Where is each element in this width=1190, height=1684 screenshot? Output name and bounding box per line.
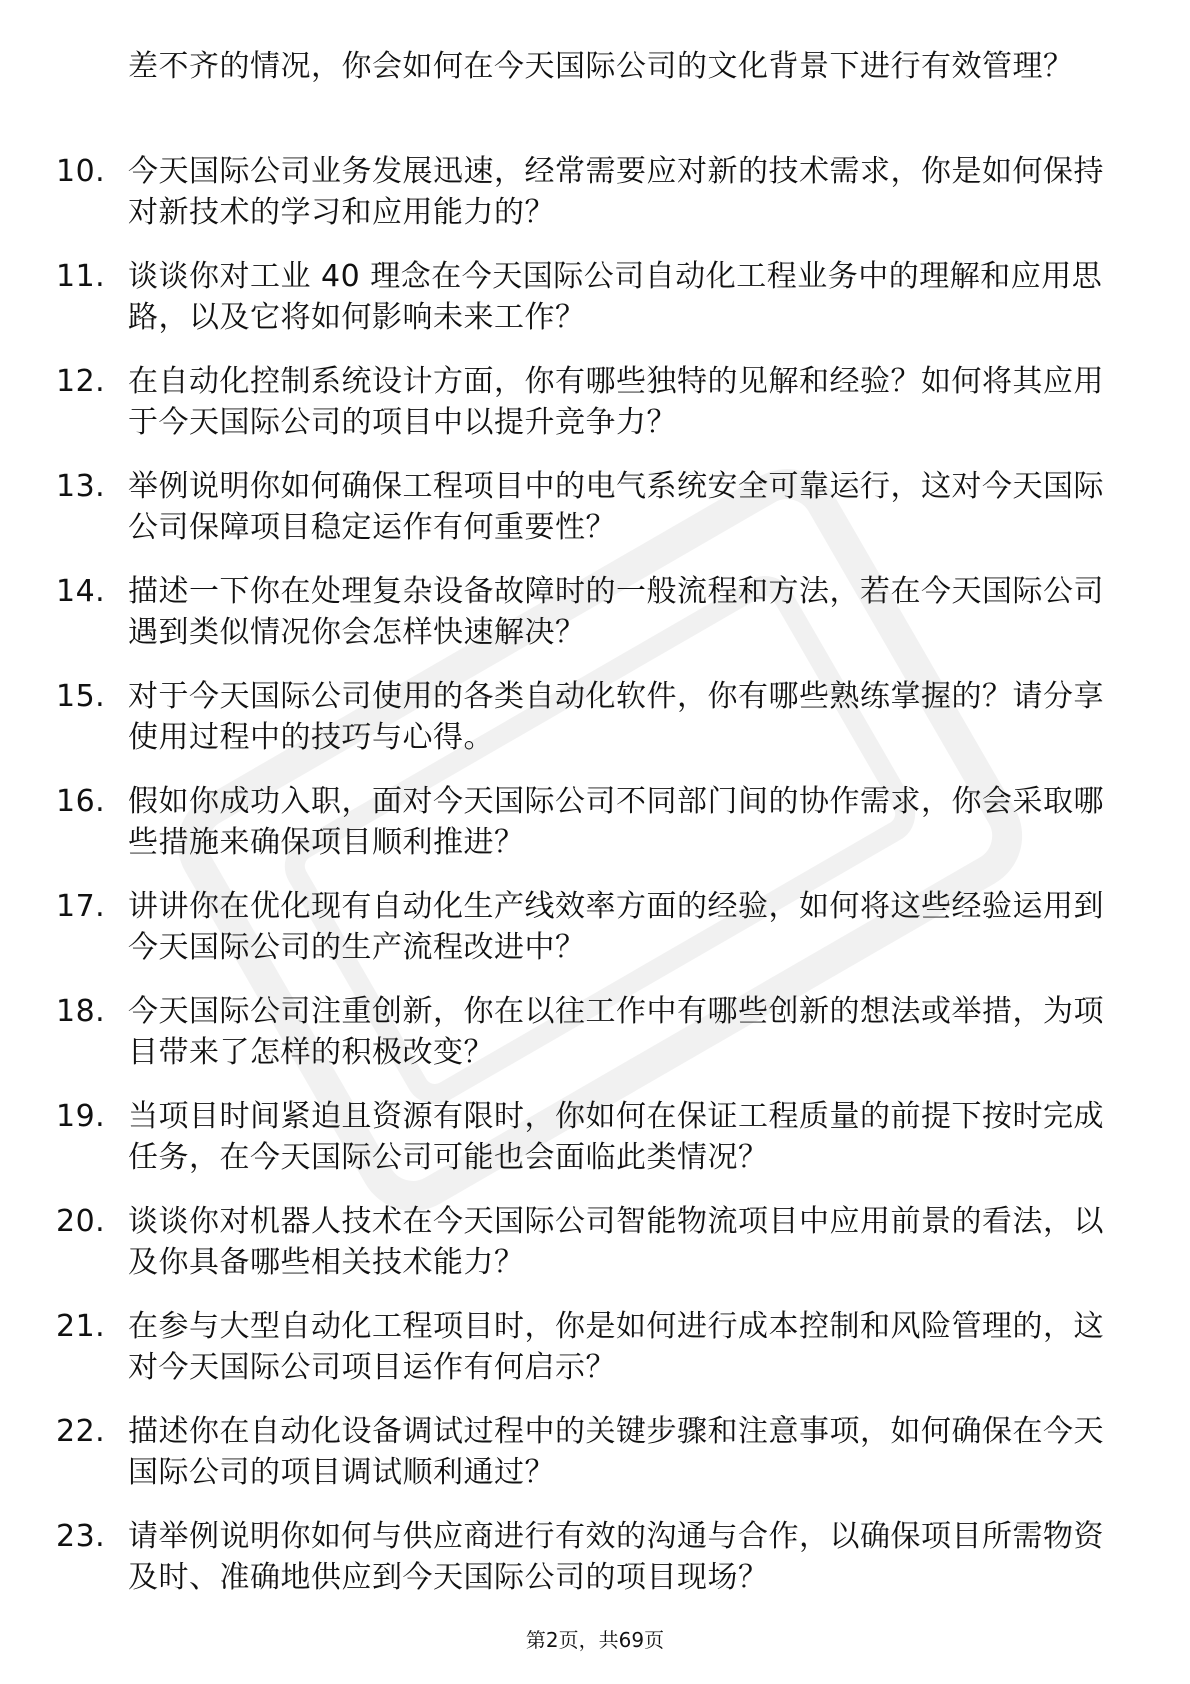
question-text: 谈谈你对机器人技术在今天国际公司智能物流项目中应用前景的看法，以及你具备哪些相关技术能力？ [128,1204,1104,1280]
question-number: 15. [56,679,106,714]
question-text: 讲讲你在优化现有自动化生产线效率方面的经验，如何将这些经验运用到今天国际公司的生产流程改进中？ [128,889,1104,965]
question-text: 描述你在自动化设备调试过程中的关键步骤和注意事项，如何确保在今天国际公司的项目调试顺利通过？ [128,1414,1104,1490]
question-number: 17. [56,889,106,924]
question-text: 当项目时间紧迫且资源有限时，你如何在保证工程质量的前提下按时完成任务，在今天国际公司可能也会面临此类情况？ [128,1099,1104,1175]
question-number: 16. [56,784,106,819]
question-text: 在自动化控制系统设计方面，你有哪些独特的见解和经验？如何将其应用于今天国际公司的项目中以提升竞争力？ [128,364,1104,440]
question-item [56,781,1126,886]
question-number: 10. [56,154,106,189]
question-item [56,1411,1126,1516]
question-number: 18. [56,994,106,1029]
question-item [56,1201,1126,1306]
page-footer: 第2页，共69页 [525,1628,665,1652]
question-text: 今天国际公司注重创新，你在以往工作中有哪些创新的想法或举措，为项目带来了怎样的积极改变？ [128,994,1104,1070]
question-item [56,151,1126,256]
question-text: 对于今天国际公司使用的各类自动化软件，你有哪些熟练掌握的？请分享使用过程中的技巧与心得。 [128,679,1104,755]
question-text: 假如你成功入职，面对今天国际公司不同部门间的协作需求，你会采取哪些措施来确保项目顺利推进？ [128,784,1104,860]
question-number: 22. [56,1414,106,1449]
question-item [56,886,1126,991]
question-number: 23. [56,1519,106,1554]
question-item [56,571,1126,676]
continuation-text: 差不齐的情况，你会如何在今天国际公司的文化背景下进行有效管理？ [128,49,1074,84]
question-item [56,1306,1126,1411]
question-text: 描述一下你在处理复杂设备故障时的一般流程和方法，若在今天国际公司遇到类似情况你会怎样快速解决？ [128,574,1104,650]
question-text: 今天国际公司业务发展迅速，经常需要应对新的技术需求，你是如何保持对新技术的学习和应用能力的？ [128,154,1104,230]
question-item [56,466,1126,571]
question-item [56,256,1126,361]
question-item [56,676,1126,781]
question-number: 12. [56,364,106,399]
question-number: 13. [56,469,106,504]
question-number: 11. [56,259,106,294]
question-item [56,361,1126,466]
question-list [56,151,1126,1621]
question-number: 19. [56,1099,106,1134]
question-text: 举例说明你如何确保工程项目中的电气系统安全可靠运行，这对今天国际公司保障项目稳定运作有何重要性？ [128,469,1104,545]
question-number: 14. [56,574,106,609]
question-item [56,1096,1126,1201]
question-text: 请举例说明你如何与供应商进行有效的沟通与合作，以确保项目所需物资及时、准确地供应到今天国际公司的项目现场？ [128,1519,1104,1595]
question-text: 谈谈你对工业 40 理念在今天国际公司自动化工程业务中的理解和应用思路，以及它将如何影响未来工作？ [128,259,1103,335]
question-number: 20. [56,1204,106,1239]
question-text: 在参与大型自动化工程项目时，你是如何进行成本控制和风险管理的，这对今天国际公司项目运作有何启示？ [128,1309,1104,1385]
question-item [56,991,1126,1096]
question-item [56,1516,1126,1621]
question-number: 21. [56,1309,106,1344]
